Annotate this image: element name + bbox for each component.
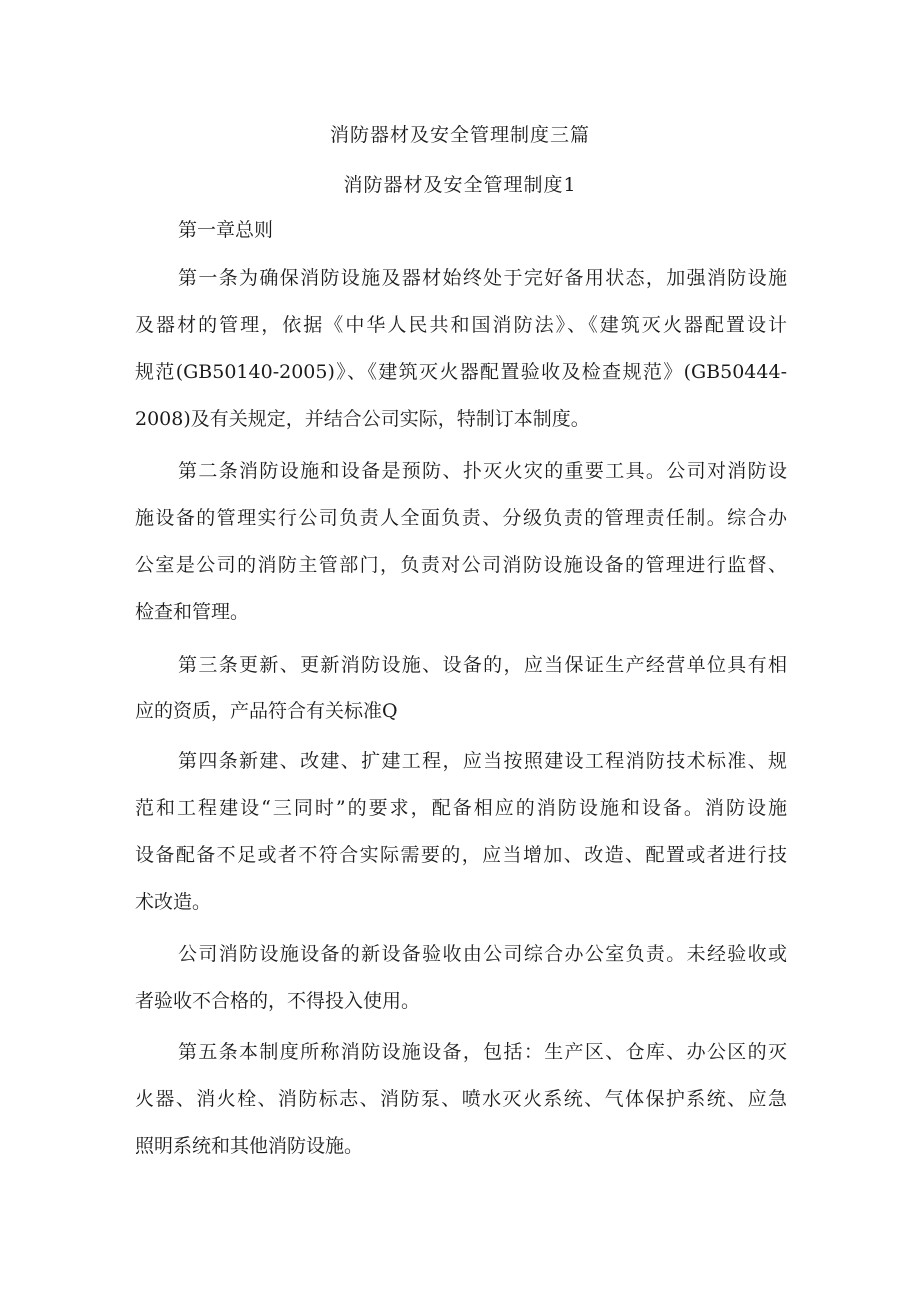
paragraph-line: 范和工程建设“三同时”的要求，配备相应的消防设施和设备。消防设施 [135,797,787,819]
paragraph-line: 公室是公司的消防主管部门，负责对公司消防设施设备的管理进行监督、 [135,554,787,576]
chapter-heading: 第一章总则 [178,219,274,241]
paragraph-line: 第三条更新、更新消防设施、设备的，应当保证生产经营单位具有相 [178,654,787,676]
paragraph-line: 施设备的管理实行公司负责人全面负责、分级负责的管理责任制。综合办 [135,507,787,529]
paragraph-line: 设备配备不足或者不符合实际需要的，应当增加、改造、配置或者进行技 [135,844,787,866]
paragraph-line: 火器、消火栓、消防标志、消防泵、喷水灭火系统、气体保护系统、应急 [135,1088,787,1110]
paragraph-line: 第一条为确保消防设施及器材始终处于完好备用状态，加强消防设施 [178,267,787,289]
paragraph-line: 者验收不合格的，不得投入使用。 [135,990,421,1012]
paragraph-line: 第二条消防设施和设备是预防、扑灭火灾的重要工具。公司对消防设 [178,460,787,482]
paragraph-line: 术改造。 [135,891,212,913]
paragraph-line: 检查和管理。 [135,601,250,623]
document-title: 消防器材及安全管理制度三篇 [329,124,590,146]
paragraph-line: 规范(GB50140-2005)》、《建筑灭火器配置验收及检查规范》(GB50444- [135,361,787,383]
paragraph-line: 第五条本制度所称消防设施设备，包括：生产区、仓库、办公区的灭 [178,1041,787,1063]
paragraph-line: 2008)及有关规定，并结合公司实际，特制订本制度。 [135,408,590,430]
paragraph-line: 及器材的管理，依据《中华人民共和国消防法》、《建筑灭火器配置设计 [135,314,787,336]
paragraph-line: 应的资质，产品符合有关标准Q [135,700,398,722]
paragraph-line: 第四条新建、改建、扩建工程，应当按照建设工程消防技术标准、规 [178,750,787,772]
document-subtitle: 消防器材及安全管理制度1 [343,174,577,196]
paragraph-line: 公司消防设施设备的新设备验收由公司综合办公室负责。未经验收或 [178,943,787,965]
paragraph-line: 照明系统和其他消防设施。 [135,1135,364,1157]
